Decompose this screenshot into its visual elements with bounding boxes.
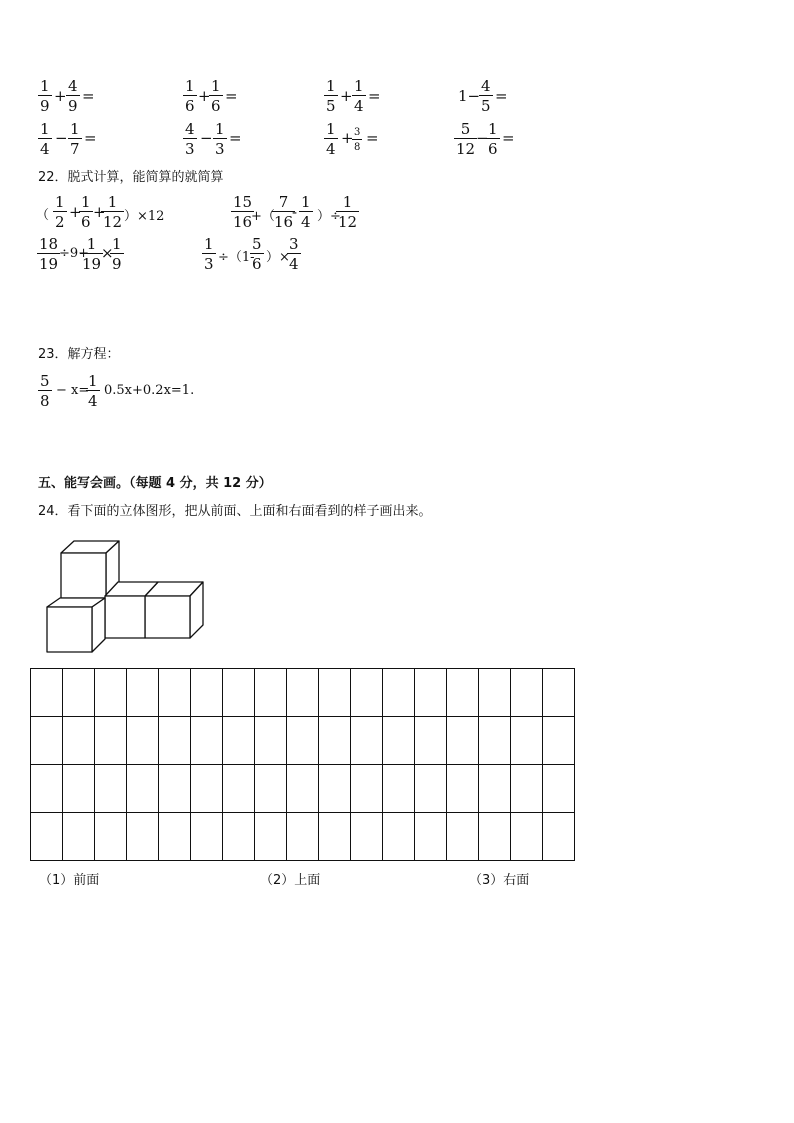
- operator: ×: [101, 244, 114, 262]
- fraction: $\frac{1}{12}$: [103, 193, 123, 231]
- paren: （: [36, 208, 50, 223]
- grid-cell[interactable]: [543, 669, 575, 717]
- grid-cell[interactable]: [63, 717, 95, 765]
- grid-cell[interactable]: [31, 813, 63, 861]
- grid-cell[interactable]: [191, 765, 223, 813]
- tail: ）×: [266, 250, 290, 265]
- grid-cell[interactable]: [447, 813, 479, 861]
- mid: ÷（1-: [218, 250, 255, 265]
- grid-cell[interactable]: [447, 669, 479, 717]
- grid-row: [31, 813, 575, 861]
- fraction: $\frac{1}{4}$: [301, 193, 311, 231]
- q23-title: 23．解方程：: [38, 347, 120, 362]
- grid-cell[interactable]: [191, 717, 223, 765]
- grid-cell[interactable]: [287, 765, 319, 813]
- cube-front-face: [47, 607, 92, 652]
- grid-cell[interactable]: [447, 717, 479, 765]
- label-right-view: （3）右面: [469, 873, 530, 888]
- grid-cell[interactable]: [31, 765, 63, 813]
- grid-cell[interactable]: [223, 813, 255, 861]
- grid-cell[interactable]: [159, 765, 191, 813]
- equals-sign: =: [502, 129, 515, 147]
- equals-sign: =: [368, 87, 381, 105]
- grid-cell[interactable]: [479, 669, 511, 717]
- grid-cell[interactable]: [479, 717, 511, 765]
- label-front-view: （1）前面: [39, 873, 100, 888]
- grid-cell[interactable]: [159, 813, 191, 861]
- fraction: $\frac{1}{5}$: [326, 77, 336, 115]
- grid-cell[interactable]: [479, 813, 511, 861]
- fraction: $\frac{1}{6}$: [81, 193, 91, 231]
- fraction: $\frac{5}{12}$: [456, 120, 476, 158]
- grid-cell[interactable]: [319, 813, 351, 861]
- equals-sign: =: [225, 87, 238, 105]
- fraction: $\frac{5}{8}$: [40, 372, 50, 410]
- grid-cell[interactable]: [511, 765, 543, 813]
- grid-cell[interactable]: [127, 813, 159, 861]
- grid-cell[interactable]: [255, 765, 287, 813]
- grid-cell[interactable]: [543, 717, 575, 765]
- operator: +: [341, 129, 354, 147]
- grid-cell[interactable]: [287, 717, 319, 765]
- grid-cell[interactable]: [223, 765, 255, 813]
- grid-cell[interactable]: [383, 669, 415, 717]
- grid-cell[interactable]: [415, 717, 447, 765]
- tail: ）÷: [317, 209, 341, 224]
- drawing-grid[interactable]: [30, 668, 575, 861]
- grid-cell[interactable]: [255, 813, 287, 861]
- grid-cell[interactable]: [159, 717, 191, 765]
- grid-cell[interactable]: [63, 669, 95, 717]
- fraction: $\frac{3}{4}$: [289, 235, 299, 273]
- fraction: $\frac{4}{3}$: [185, 120, 195, 158]
- fraction: $\frac{1}{4}$: [88, 372, 98, 410]
- grid-cell[interactable]: [287, 669, 319, 717]
- grid-cell[interactable]: [255, 717, 287, 765]
- grid-cell[interactable]: [159, 669, 191, 717]
- operator: +: [340, 87, 353, 105]
- equals-sign: =: [495, 87, 508, 105]
- fraction: $\frac{1}{4}$: [354, 77, 364, 115]
- fraction: $\frac{1}{12}$: [338, 193, 358, 231]
- grid-row: [31, 765, 575, 813]
- q24-title: 24．看下面的立体图形，把从前面、上面和右面看到的样子画出来。: [38, 504, 432, 519]
- cube-figure: [40, 536, 210, 656]
- operator: +: [69, 203, 82, 221]
- fraction: $\frac{1}{3}$: [204, 235, 214, 273]
- grid-cell[interactable]: [511, 669, 543, 717]
- fraction: $\frac{1}{19}$: [82, 235, 102, 273]
- grid-cell[interactable]: [511, 813, 543, 861]
- equals-sign: =: [366, 129, 379, 147]
- grid-cell[interactable]: [351, 765, 383, 813]
- q22-title: 22．脱式计算，能简算的就简算: [38, 170, 224, 185]
- grid-cell[interactable]: [543, 765, 575, 813]
- operator: −: [200, 129, 213, 147]
- equals-sign: =: [82, 87, 95, 105]
- grid-cell[interactable]: [351, 813, 383, 861]
- grid-cell[interactable]: [95, 813, 127, 861]
- operator: -: [292, 203, 298, 221]
- grid-cell[interactable]: [127, 717, 159, 765]
- fraction: $\frac{1}{3}$: [215, 120, 225, 158]
- grid-cell[interactable]: [415, 669, 447, 717]
- grid-cell[interactable]: [95, 717, 127, 765]
- fraction: $\frac{18}{19}$: [39, 235, 59, 273]
- operator: +: [198, 87, 211, 105]
- cube-side-face: [92, 598, 105, 652]
- fraction: $\frac{4}{5}$: [481, 77, 491, 115]
- grid-cell[interactable]: [351, 717, 383, 765]
- fraction: $\frac{5}{6}$: [252, 235, 262, 273]
- equals-sign: =: [84, 129, 97, 147]
- cube-front-face: [105, 596, 145, 638]
- grid-row: [31, 669, 575, 717]
- fraction: $\frac{7}{16}$: [274, 193, 294, 231]
- q23-equation2: 0.5x+0.2x=1.: [104, 383, 195, 398]
- mid: +（: [251, 209, 275, 224]
- mid: ÷9+: [59, 246, 90, 261]
- fraction: $\frac{1}{4}$: [40, 120, 50, 158]
- grid-cell[interactable]: [415, 813, 447, 861]
- grid-cell[interactable]: [511, 717, 543, 765]
- fraction: $\frac{1}{4}$: [326, 120, 336, 158]
- grid-cell[interactable]: [127, 669, 159, 717]
- operator: +: [93, 203, 106, 221]
- grid-cell[interactable]: [223, 669, 255, 717]
- grid-cell[interactable]: [383, 813, 415, 861]
- grid-cell[interactable]: [415, 765, 447, 813]
- grid-cell[interactable]: [63, 765, 95, 813]
- grid-cell[interactable]: [479, 765, 511, 813]
- operator: −: [55, 129, 68, 147]
- fraction: $\frac{1}{6}$: [211, 77, 221, 115]
- operator: 1−: [458, 87, 481, 105]
- grid-cell[interactable]: [63, 813, 95, 861]
- mid: − x=: [56, 383, 90, 398]
- grid-cell[interactable]: [383, 765, 415, 813]
- cube-front-face: [145, 596, 190, 638]
- section5-title: 五、能写会画。（每题 4 分，共 12 分）: [38, 476, 272, 491]
- grid-cell[interactable]: [447, 765, 479, 813]
- operator: −: [476, 129, 489, 147]
- grid-cell[interactable]: [191, 813, 223, 861]
- fraction: $\frac{1}{2}$: [55, 193, 65, 231]
- grid-cell[interactable]: [255, 669, 287, 717]
- grid-cell[interactable]: [31, 717, 63, 765]
- grid-cell[interactable]: [95, 669, 127, 717]
- label-top-view: （2）上面: [260, 873, 321, 888]
- grid-cell[interactable]: [319, 717, 351, 765]
- cube-front-face: [61, 553, 106, 598]
- grid-cell[interactable]: [95, 765, 127, 813]
- fraction: $\frac{15}{16}$: [233, 193, 253, 231]
- grid-cell[interactable]: [351, 669, 383, 717]
- fraction: $\frac{4}{9}$: [68, 77, 78, 115]
- fraction: $\frac{1}{9}$: [40, 77, 50, 115]
- grid-cell[interactable]: [319, 669, 351, 717]
- grid-cell[interactable]: [543, 813, 575, 861]
- grid-cell[interactable]: [383, 717, 415, 765]
- fraction: $\frac{1}{6}$: [185, 77, 195, 115]
- grid-cell[interactable]: [287, 813, 319, 861]
- grid-row: [31, 717, 575, 765]
- grid-cell[interactable]: [31, 669, 63, 717]
- fraction: $\frac{1}{7}$: [70, 120, 80, 158]
- fraction: $\frac{1}{6}$: [488, 120, 498, 158]
- fraction: $\frac{3}{8}$: [354, 127, 361, 153]
- equals-sign: =: [229, 129, 242, 147]
- tail: ）×12: [124, 209, 165, 224]
- grid-cell[interactable]: [319, 765, 351, 813]
- operator: +: [54, 87, 67, 105]
- fraction: $\frac{1}{9}$: [112, 235, 122, 273]
- grid-cell[interactable]: [127, 765, 159, 813]
- grid-cell[interactable]: [223, 717, 255, 765]
- grid-cell[interactable]: [191, 669, 223, 717]
